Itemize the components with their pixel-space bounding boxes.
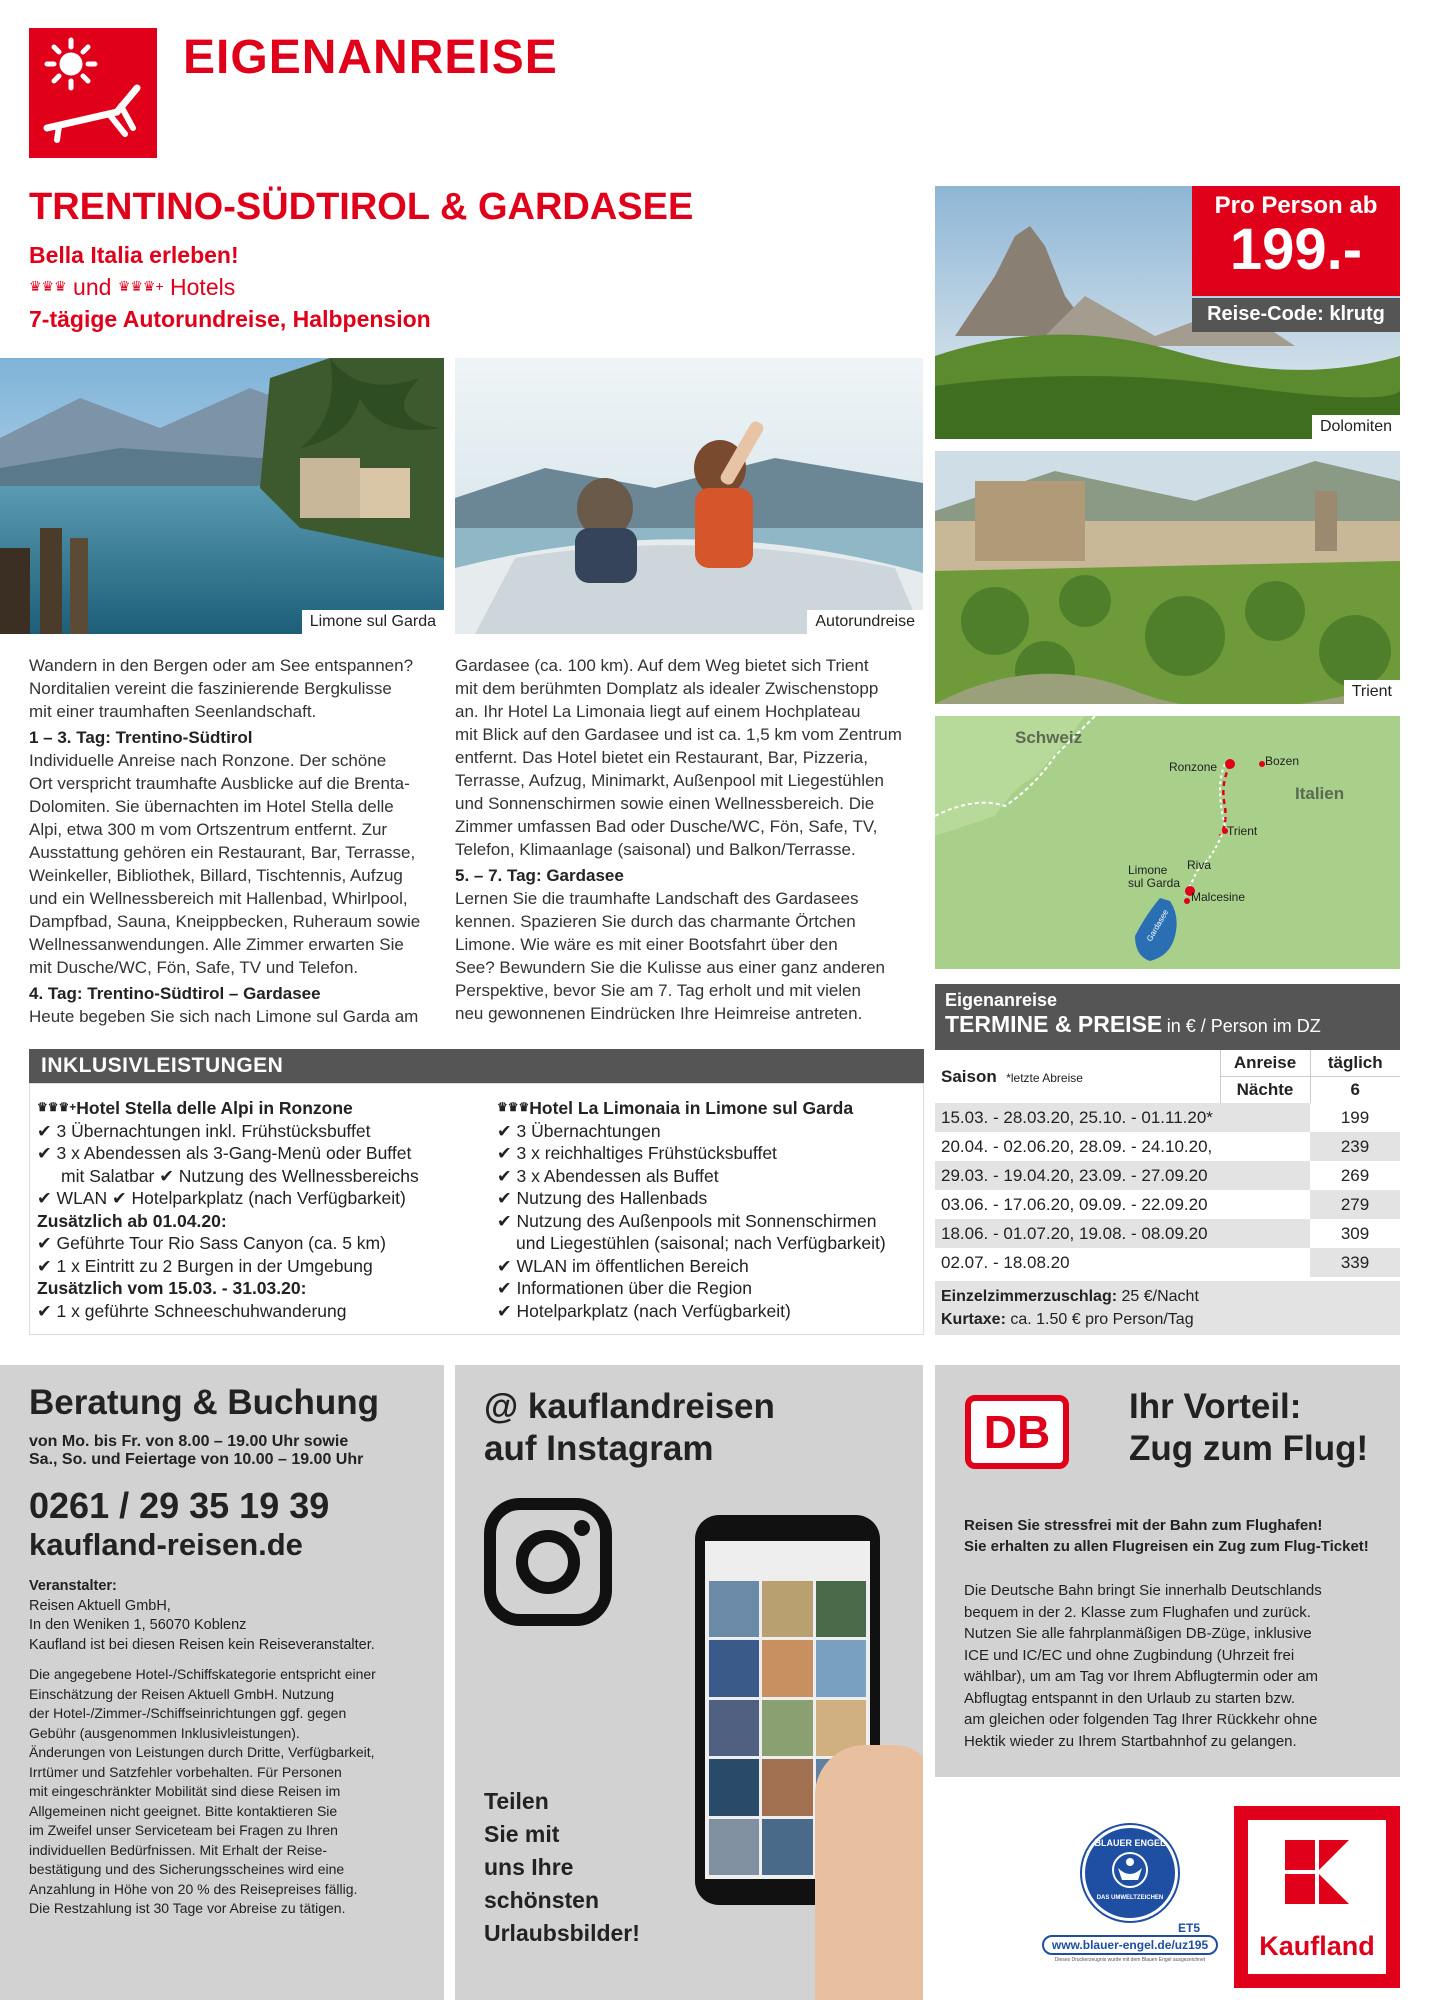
naechte-value: 6 [1310,1077,1400,1104]
table-row [935,1248,1400,1277]
item-text: mit Salatbar [61,1165,155,1186]
day5-line: Lernen Sie die traumhafte Landschaft des Gardasees [455,889,859,908]
legal-line: im Zweifel unser Serviceteam bei Fragen zu Ihren [29,1822,338,1838]
taeglich-header: täglich [1310,1050,1400,1077]
map-label-gardasee: Gardasee [1144,908,1171,943]
col2-line: Terrasse, Aufzug, Minimarkt, Außenpool mit Liegestühlen [455,771,884,790]
row-dates: 03.06. - 17.06.20, 09.09. - 22.09.20 [941,1194,1208,1214]
photo-limone [0,358,444,634]
inklusiv-item [497,1120,922,1143]
saison-header [935,1050,1220,1103]
blauer-engel-icon [1110,1850,1150,1890]
db-body-line: Hektik wieder zu Ihrem Startbahnhof zu gelangen. [964,1732,1297,1750]
teilen-line: Sie mit [484,1821,560,1847]
ez-zuschlag [941,1285,1394,1308]
anreise-header: Anreise [1220,1050,1310,1077]
intro-line: Norditalien vereint die faszinierende Bergkulisse [29,679,392,698]
item-text: Nutzung des Wellnessbereichs [178,1165,419,1186]
check-icon: ✔ [37,1188,52,1208]
hotel2-title [497,1096,922,1120]
tour-type: 7-tägige Autorundreise, Halbpension [29,306,431,332]
intro-line: Wandern in den Bergen oder am See entspannen? [29,656,414,675]
db-body-line: Die Deutsche Bahn bringt Sie innerhalb Deutschlands [964,1582,1322,1599]
inklusiv-item [37,1232,477,1255]
veranstalter-line: Kaufland ist bei diesen Reisen kein Reiseveranstalter. [29,1636,375,1653]
instagram-title-1[interactable]: @ kauflandreisen [484,1387,775,1426]
item-text: und Liegestühlen (saisonal; nach Verfügbarkeit) [516,1233,886,1253]
item-text: 3 x reichhaltiges Frühstücksbuffet [516,1143,777,1163]
page-header-title: EIGENANREISE [183,31,558,84]
map-label-italien: Italien [1295,784,1345,803]
map-label-riva: Riva [1187,858,1212,872]
inklusiv-item [497,1165,922,1188]
item-text: Geführte Tour Rio Sass Canyon (ca. 5 km) [56,1233,386,1253]
travel-code: Reise-Code: klrutg [1192,298,1400,332]
row-price: 339 [1310,1248,1400,1277]
teilen-line: Teilen [484,1788,549,1814]
caption-limone: Limone sul Garda [302,610,444,634]
check-icon: ✔ [497,1143,512,1163]
saison-label: Saison [941,1066,997,1086]
crown-icon: ♛♛♛ [29,278,67,294]
inklusiv-item [37,1120,477,1143]
check-icon: ✔ [37,1300,52,1321]
db-body-line: bequem in der 2. Klasse zum Flughafen und zurück. [964,1603,1311,1621]
beratung-phone[interactable]: 0261 / 29 35 19 39 [29,1485,330,1526]
db-title-1: Ihr Vorteil: [1129,1387,1302,1426]
check-icon: ✔ [37,1120,52,1141]
map-label-malcesine: Malcesine [1191,890,1246,904]
kurtaxe-value: ca. 1.50 € pro Person/Tag [1010,1311,1194,1328]
db-body [964,1580,1394,1752]
row-dates: 02.07. - 18.08.20 [941,1252,1070,1272]
col2-line: mit dem berühmten Domplatz als idealer Zwischenstopp [455,679,879,698]
check-icon: ✔ [37,1255,52,1276]
row-dates: 20.04. - 02.06.20, 28.09. - 24.10.20, [941,1136,1213,1156]
legal-line: Irrtümer und Satzfehler vorbehalten. Für Personen [29,1763,342,1780]
item-text: Nutzung des Außenpools mit Sonnenschirmen [516,1210,877,1231]
inklusiv-item [37,1300,477,1323]
price-badge [1192,186,1400,296]
inklusiv-item [497,1187,922,1210]
day1-line: Dolomiten. Sie übernachten im Hotel Stella delle [29,797,394,816]
item-text: 3 x Abendessen als 3-Gang-Menü oder Buffet [56,1143,412,1163]
check-icon: ✔ [159,1165,174,1186]
teilen-line: Urlaubsbilder! [484,1920,640,1946]
preise-title-suffix: in € / Person im DZ [1166,1016,1321,1036]
beratung-hours-2: Sa., So. und Feiertage von 10.00 – 19.00 Uhr [29,1451,364,1468]
kaufland-logo [1234,1806,1400,1988]
preise-table [935,1050,1400,1335]
map-label-bozen: Bozen [1265,754,1300,768]
col2-line: mit Blick auf den Gardasee und ist ca. 1,5 km vom Zentrum [455,725,902,744]
item-text: Hotelparkplatz (nach Verfügbarkeit) [516,1300,791,1321]
map-label-limone [1128,864,1180,890]
inklusiv-hotel1 [37,1096,477,1322]
crown-icon: ♛♛♛+ [117,278,164,294]
engel-url[interactable]: www.blauer-engel.de/uz195 [1042,1935,1218,1955]
table-row [935,1219,1400,1248]
zusaetzlich-1: Zusätzlich ab 01.04.20: [37,1210,227,1231]
db-body-line: Nutzen Sie alle fahrplanmäßigen DB-Züge, inklusive [964,1625,1312,1642]
inklusiv-item [37,1142,477,1165]
beratung-title: Beratung & Buchung [29,1383,379,1422]
day5-line: Perspektive, bevor Sie am 7. Tag erholt und mit vielen [455,981,862,1000]
kaufland-name: Kaufland [1259,1931,1375,1961]
instagram-panel [455,1365,923,2000]
inklusiv-item [497,1277,922,1300]
preise-title: TERMINE & PREISE [945,1011,1163,1037]
instagram-title-2: auf Instagram [484,1429,714,1468]
item-text: Informationen über die Region [516,1278,752,1298]
inklusiv-item [37,1255,477,1278]
row-price: 269 [1310,1161,1400,1190]
day1-line: Wellnessanwendungen. Alle Zimmer erwarten Sie [29,935,404,954]
row-dates: 15.03. - 28.03.20, 25.10. - 01.11.20* [941,1107,1213,1127]
caption-autorundreise: Autorundreise [807,610,923,634]
preise-footer [935,1281,1400,1335]
kaufland-k-icon [1277,1832,1357,1912]
db-body-line: ICE und IC/EC und ohne Zugbindung (Uhrzeit frei [964,1646,1295,1664]
teilen-line: uns Ihre [484,1854,574,1880]
veranstalter-line: In den Weniken 1, 56070 Koblenz [29,1617,247,1633]
price-label: Pro Person ab [1214,192,1378,219]
legal-line: Änderungen von Leistungen durch Dritte, Verfügbarkeit, [29,1744,375,1760]
day1-line: Weinkeller, Bibliothek, Billard, Tischtennis, Aufzug [29,866,403,885]
caption-dolomiten: Dolomiten [1312,415,1400,439]
check-icon: ✔ [111,1188,127,1208]
check-icon: ✔ [497,1188,512,1208]
sun-lounger-icon [29,28,157,158]
check-icon: ✔ [37,1233,52,1253]
naechte-header: Nächte [1220,1077,1310,1104]
legal-line: individuellen Bedürfnissen. Mit Erhalt der Reise- [29,1841,328,1858]
letzte-abreise-note: *letzte Abreise [1006,1070,1083,1085]
db-lead [964,1515,1394,1557]
route-map [935,716,1400,969]
db-body-line: am gleichen oder folgenden Tag Ihrer Rückkehr ohne [964,1711,1318,1728]
day5-line: kennen. Spazieren Sie durch das charmante Örtchen [455,912,856,931]
engel-top-text: BLAUER ENGEL [1094,1838,1166,1848]
db-lead-line: Reisen Sie stressfrei mit der Bahn zum Flughafen! [964,1517,1323,1534]
crown-icon: ♛♛♛+ [37,1100,77,1114]
check-icon: ✔ [497,1300,512,1321]
col2-line: an. Ihr Hotel La Limonaia liegt auf einem Hochplateau [455,702,861,721]
preise-header [935,984,1400,1050]
inklusiv-item [497,1210,922,1233]
day1-line: mit Dusche/WC, Fön, Safe, TV und Telefon. [29,958,359,977]
row-price: 309 [1310,1219,1400,1248]
col2-line: Telefon, Klimaanlage (saisonal) und Balkon/Terrasse. [455,840,856,859]
check-icon: ✔ [497,1165,512,1186]
row-price: 239 [1310,1132,1400,1161]
table-row [935,1103,1400,1132]
row-dates: 18.06. - 01.07.20, 19.08. - 08.09.20 [941,1223,1208,1243]
legal-text [29,1665,415,1919]
day5-line: See? Bewundern Sie die Kulisse aus einer ganz anderen [455,958,886,977]
legal-line: Einschätzung der Reisen Aktuell GmbH. Nutzung [29,1685,335,1702]
preise-rows [935,1103,1400,1277]
db-body-line: wählbar), um am Tag vor Ihrem Abflugtermin oder am [964,1668,1319,1685]
engel-bottom-text: DAS UMWELTZEICHEN [1096,1895,1164,1901]
hand [815,1745,923,2000]
day5-line: neu gewonnenen Eindrücken Ihre Heimreise antreten. [455,1004,863,1023]
map-label-limone-2: sul Garda [1128,876,1181,890]
price-value: 199.- [1229,217,1363,282]
caption-trient: Trient [1344,680,1400,704]
check-icon: ✔ [497,1120,512,1141]
row-dates: 29.03. - 19.04.20, 23.09. - 27.09.20 [941,1165,1208,1185]
day1-title: 1 – 3. Tag: Trentino-Südtirol [29,728,253,747]
item-text: 3 Übernachtungen [516,1120,661,1141]
day1-line: Alpi, etwa 300 m vom Ortszentrum entfernt. Zur [29,820,388,839]
offer-title: TRENTINO-SÜDTIROL & GARDASEE [29,186,694,228]
zusaetzlich-2: Zusätzlich vom 15.03. - 31.03.20: [37,1278,307,1298]
day1-line: Ort verspricht traumhafte Ausblicke auf die Brenta- [29,774,410,793]
blauer-engel-seal [1082,1825,1178,1921]
db-panel [935,1365,1400,1777]
hotels-label: Hotels [170,274,236,300]
check-icon: ✔ [497,1278,512,1298]
teilen-line: schönsten [484,1887,600,1913]
beratung-panel [0,1365,444,2000]
hotel-category [29,274,235,301]
photo-autorundreise [455,358,923,634]
col2-line: Zimmer umfassen Bad oder Dusche/WC, Fön, Safe, TV, [455,817,878,836]
col2-line: entfernt. Das Hotel bietet ein Restaurant, Bar, Pizzeria, [455,748,868,767]
item-text: Hotelparkplatz (nach Verfügbarkeit) [131,1188,406,1208]
legal-line: Gebühr (ausgenommen Inklusivleistungen). [29,1724,300,1741]
blauer-engel-badge [1030,1825,1230,1995]
legal-line: Die angegebene Hotel-/Schiffskategorie entspricht einer [29,1666,376,1682]
item-text: 3 Übernachtungen inkl. Frühstücksbuffet [56,1120,371,1141]
engel-et: ET5 [1177,1921,1200,1935]
veranstalter-line: Reisen Aktuell GmbH, [29,1597,171,1614]
item-text: 3 x Abendessen als Buffet [516,1165,719,1186]
instagram-teilen [484,1785,640,1950]
item-text: WLAN im öffentlichen Bereich [516,1255,749,1276]
legal-line: bestätigung und des Sicherungsscheines wird eine [29,1861,345,1877]
db-title-2: Zug zum Flug! [1129,1429,1369,1468]
db-logo-text: DB [983,1406,1051,1458]
inklusiv-item [497,1232,922,1255]
eigenanreise-logo [29,28,157,158]
day4-title: 4. Tag: Trentino-Südtirol – Gardasee [29,984,321,1003]
inklusiv-title: INKLUSIVLEISTUNGEN [29,1049,924,1083]
description-column-1 [29,654,449,1028]
inklusiv-item [497,1142,922,1165]
photo-trient [935,451,1400,704]
legal-line: mit eingeschränkter Mobilität sind diese Reisen im [29,1783,341,1799]
item-text: Nutzung des Hallenbads [516,1188,708,1208]
inklusiv-item [37,1165,477,1188]
day1-line: und ein Wellnessbereich mit Hallenbad, Whirlpool, [29,889,408,908]
ez-value: 25 €/Nacht [1121,1288,1199,1305]
beratung-website[interactable]: kaufland-reisen.de [29,1527,303,1562]
item-text: 1 x geführte Schneeschuhwanderung [56,1300,347,1321]
map-label-schweiz: Schweiz [1015,728,1083,747]
db-body-line: Abflugtag entspannt in den Urlaub zu starten bzw. [964,1689,1296,1707]
row-price: 199 [1310,1103,1400,1132]
offer-subtitle: Bella Italia erleben! [29,242,239,268]
veranstalter-label: Veranstalter: [29,1578,117,1594]
legal-line: Die Restzahlung ist 30 Tage vor Abreise zu tätigen. [29,1900,346,1916]
ez-label: Einzelzimmerzuschlag: [941,1288,1118,1305]
intro-line: mit einer traumhaften Seenlandschaft. [29,702,317,721]
legal-line: der Hotel-/Zimmer-/Schiffseinrichtungen ggf. gegen [29,1705,347,1721]
day1-line: Ausstattung gehören ein Restaurant, Bar, Terrasse, [29,843,416,862]
inklusiv-hotel2 [497,1096,922,1322]
table-row [935,1132,1400,1161]
crown-icon: ♛♛♛ [497,1100,530,1114]
db-lead-line: Sie erhalten zu allen Flugreisen ein Zug zum Flug-Ticket! [964,1538,1369,1555]
day1-line: Dampfbad, Sauna, Kneippbecken, Ruheraum sowie [29,912,421,931]
inklusiv-item [497,1300,922,1323]
map-label-ronzone: Ronzone [1169,760,1218,774]
check-icon: ✔ [497,1210,512,1231]
day5-line: Limone. Wie wäre es mit einer Bootsfahrt über den [455,935,838,954]
col2-line: Gardasee (ca. 100 km). Auf dem Weg bietet sich Trient [455,656,869,675]
hotel2-name: Hotel La Limonaia in Limone sul Garda [529,1098,854,1118]
day5-title: 5. – 7. Tag: Gardasee [455,866,624,885]
legal-line: Allgemeinen nicht geeignet. Bitte kontaktieren Sie [29,1802,338,1819]
row-price: 279 [1310,1190,1400,1219]
db-logo [965,1395,1069,1469]
hotel1-title [37,1096,477,1120]
preise-title-row [945,1011,1390,1038]
map-label-limone-1: Limone [1128,863,1168,877]
instagram-icon[interactable] [484,1498,612,1626]
day1-line: Individuelle Anreise nach Ronzone. Der schöne [29,751,387,770]
engel-note: Dieses Druckerzeugnis wurde mit dem Blauen Engel ausgezeichnet [1054,1957,1206,1963]
hotels-und: und [73,274,112,300]
check-icon: ✔ [497,1255,512,1276]
map-label-trient: Trient [1227,824,1258,838]
table-row [935,1161,1400,1190]
kurtaxe-label: Kurtaxe: [941,1311,1006,1328]
legal-line: Anzahlung in Höhe von 20 % des Reisepreises fällig. [29,1880,358,1897]
inklusiv-item [497,1255,922,1278]
col2-line: und Sonnenschirmen sowie einen Wellnessbereich. Die [455,794,875,813]
day4-line: Heute begeben Sie sich nach Limone sul Garda am [29,1007,419,1026]
check-icon: ✔ [37,1143,52,1163]
table-row [935,1190,1400,1219]
description-column-2 [455,654,925,1025]
preise-eigen: Eigenanreise [945,990,1058,1010]
inklusiv-item [37,1187,477,1210]
item-text: WLAN [56,1188,108,1208]
item-text: 1 x Eintritt zu 2 Burgen in der Umgebung [56,1255,373,1276]
hotel1-name: Hotel Stella delle Alpi in Ronzone [76,1098,353,1118]
beratung-hours-1: von Mo. bis Fr. von 8.00 – 19.00 Uhr sowie [29,1433,349,1450]
kurtaxe [941,1308,1394,1331]
photo-dolomiten [935,186,1400,439]
